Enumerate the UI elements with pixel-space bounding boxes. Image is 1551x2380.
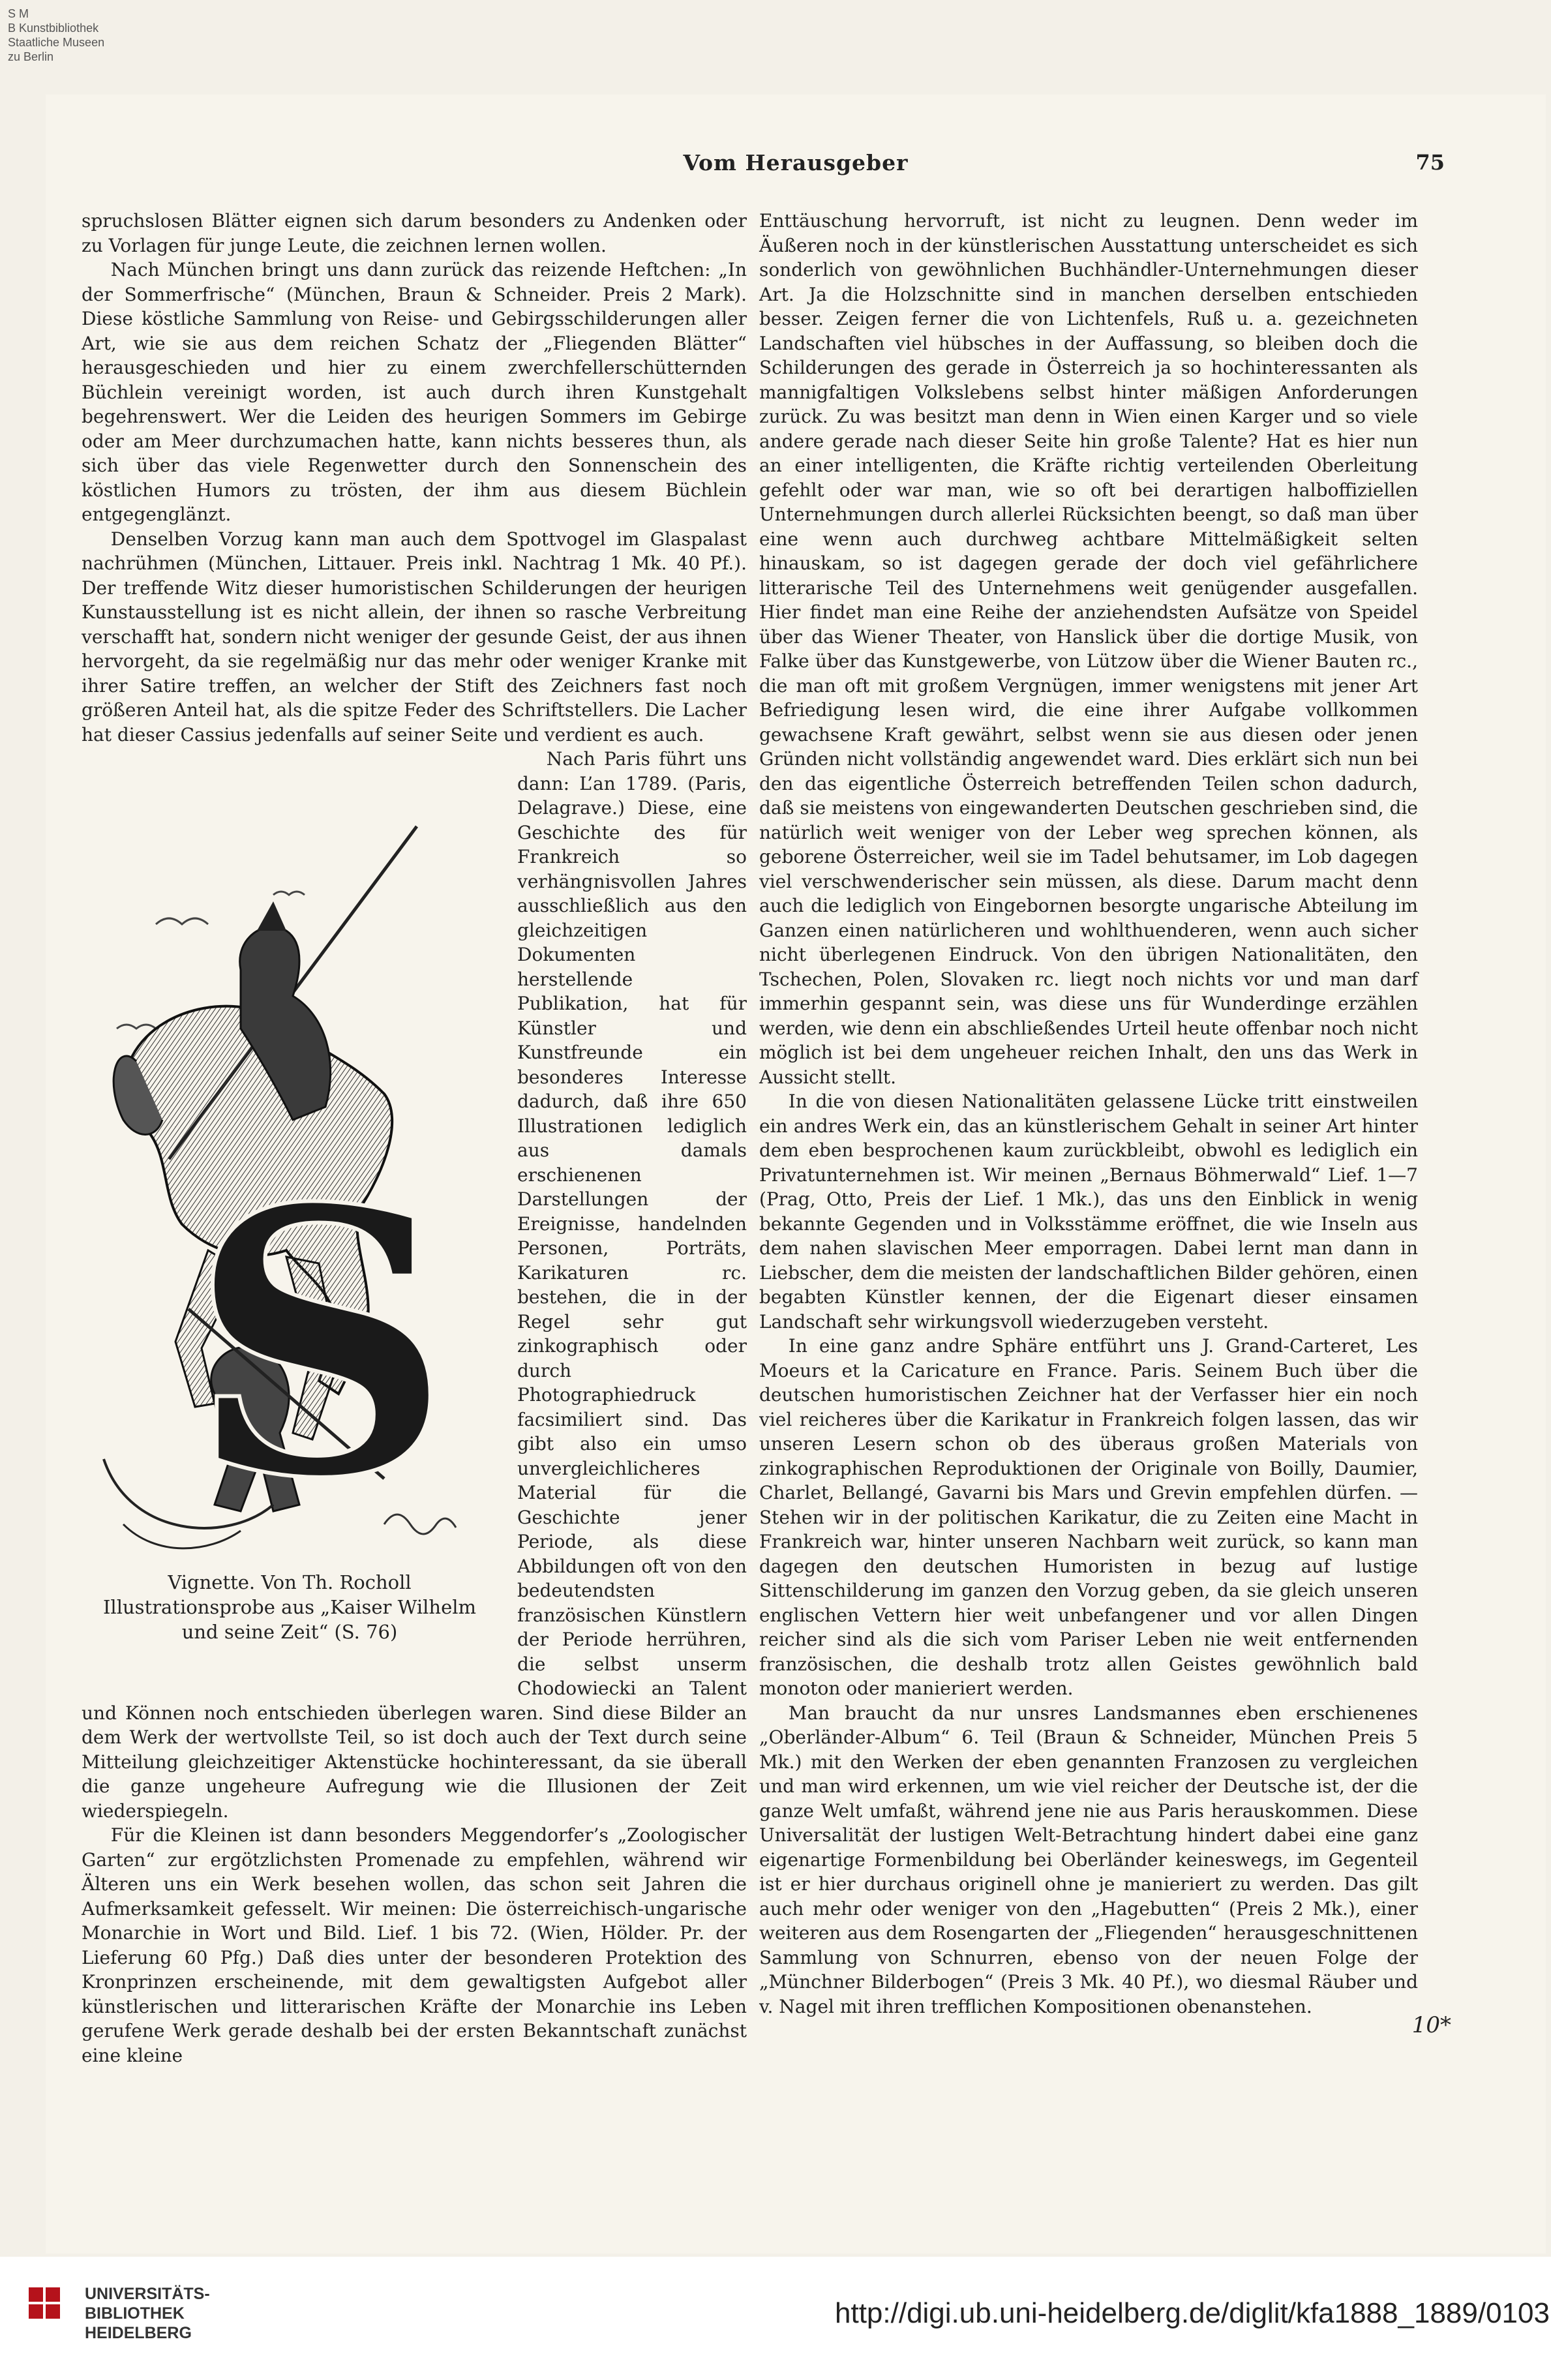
paragraph: Enttäuschung hervorruft, ist nicht zu leugnen. Denn weder im Äußeren noch in der künstlerischen Ausstattung unterscheidet es sich sonderlich von gewöhnlichen Buchhändler-Unternehmungen dieser Art. Ja die Holzschnitte sind in manchen derselben entschieden besser. Zeigen ferner die von Lichtenfels, Ruß u. a. gezeichneten Landschaften viel hübsches in der Auffassung, so bleiben doch die Schilderungen des gerade in Österreich ja so hochinteressanten als mannigfaltigen Volkslebens selbst hinter mäßigen Anforderungen zurück. Zu was besitzt man denn in Wien einen Karger und so viele andere gerade nach dieser Seite hin große Talente? Hat es hier nun an einer intelligenten, die Kräfte richtig verteilenden Oberleitung gefehlt oder war man, wie so oft bei derartigen halboffiziellen Unternehmungen durch allerlei Rücksichten beengt, so daß man über eine wenn auch durchweg achtbare Mittelmäßigkeit selten hinauskam, so ist dagegen gerade der doch viel gefährlichere litterarische Teil des Unternehmens weit genügender ausgefallen. Hier findet man eine Reihe der anziehendsten Aufsätze von Speidel über das Wiener Theater, von Hanslick über die dortige Musik, von Falke über das Kunstgewerbe, von Lützow über die Wiener Bauten rc., die man oft mit großem Vergnügen, immer wenigstens mit jener Art Befriedigung lesen wird, die eine ihrer Aufgabe vollkommen gewachsene Kraft gewährt, selbst wenn sie aus diesen oder jenen Gründen nicht vollständig angewendet ward. Dies erklärt sich nun bei den das eigentliche Österreich betreffenden Teilen schon dadurch, daß sie meistens von eingewanderten Deutschen geschrieben sind, die natürlich weit weniger von der Leber weg sprechen können, als geborene Österreicher, weil sie im Tadel behutsamer, im Lob dagegen viel verschwenderischer sein müssen, als diese. Darum macht denn auch die lediglich von Eingebornen besorgte ungarische Abteilung im Ganzen einen natürlicheren und wohlthuenderen, wenn auch sicher nicht überlegenen Eindruck. Von den übrigen Nationalitäten, den Tschechen, Polen, Slovaken rc. liegt noch nichts vor und man darf immerhin gespannt sein, was diese uns für Wunderdinge erzählen werden, wie denn ein abschließendes Urteil heute offenbar noch nicht möglich ist bei dem ungeheuer reichen Inhalt, den uns das Werk in Aussicht stellt. (759, 210, 1418, 1088)
library-name (85, 2284, 210, 2343)
library-name-line: HEIDELBERG (85, 2324, 192, 2342)
library-name-line: UNIVERSITÄTS- (85, 2285, 210, 2303)
permalink-url[interactable]: http://digi.ub.uni-heidelberg.de/diglit/kfa1888_1889/0103 (835, 2297, 1550, 2329)
library-stamp (8, 7, 104, 64)
stamp-line: zu Berlin (8, 50, 54, 63)
paragraph: Für die Kleinen ist dann besonders Meggendorfer’s „Zoologischer Garten“ zur ergötzlichsten Promenade zu empfehlen, während wir Älteren uns ein Werk besehen wollen, das schon seit Jahren die Aufmerksamkeit gefesselt. Wir meinen: Die österreichisch-ungarische Monarchie in Wort und Bild. Lief. 1 bis 72. (Wien, Hölder. Pr. der Lieferung 60 Pfg.) Daß dies unter der besonderen Protektion des Kronprinzen erscheinende, mit dem gewaltigsten Aufgebot aller künstlerischen und litterarischen Kräfte der Monarchie ins Leben gerufene Werk gerade deshalb bei der ersten Bekanntschaft zunächst eine kleine (82, 1824, 747, 2066)
signature-mark: 10* (1411, 2012, 1451, 2038)
initial-letter: S (188, 1130, 453, 1559)
library-name-line: BIBLIOTHEK (85, 2304, 185, 2323)
caption-line: und seine Zeit“ (S. 76) (181, 1621, 398, 1643)
vignette-illustration (78, 755, 502, 1687)
illustration-caption (78, 1570, 502, 1644)
paragraph: In die von diesen Nationalitäten gelassene Lücke tritt einstweilen ein andres Werk ein, das an künstlerischem Gehalt in seiner Art hinter dem eben besprochenen kaum zurückbleibt, obwohl es lediglich ein Privatunternehmen ist. Wir meinen „Bernaus Böhmerwald“ Lief. 1—7 (Prag, Otto, Preis der Lief. 1 Mk.), das uns den Einblick in wenig bekannte Gegenden und in Volksstämme eröffnet, die wie Inseln aus dem nahen slavischen Meer emporragen. Dabei lernt man dann in Liebscher, dem die meisten der landschaftlichen Bilder gehören, einen begabten Künstler kennen, der die Eigenart dieser einsamen Landschaft sehr wirkungsvoll wiederzugeben versteht. (759, 1091, 1418, 1333)
stamp-line: B Kunstbibliothek (8, 22, 99, 35)
paragraph: In eine ganz andre Sphäre entführt uns J. Grand-Carteret, Les Moeurs et la Caricature en France. Paris. Seinem Buch über die deutschen humoristischen Zeichner hat der Verfasser hier ein noch viel reicheres über die Karikatur in Frankreich folgen lassen, das wir unseren Lesern schon ob des überaus großen Materials von zinkographischen Reproduktionen der Originale von Boilly, Daumier, Charlet, Bellangé, Gavarni bis Mars und Grevin empfehlen dürfen. — Stehen wir in der politischen Karikatur, die zu Zeiten eine Macht in Frankreich war, hinter unseren Nachbarn weit zurück, so kann man dagegen den deutschen Humoristen in bezug auf lustige Sittenschilderung im ganzen den Vorzug geben, da sie gleich unseren englischen Vettern hier weit unbefangener und vor allen Dingen reicher sind als die sich vom Pariser Leben nie weit entfernenden französischen, die deshalb trotz allen Geistes gewöhnlich bald monoton oder manieriert werden. (759, 1335, 1418, 1699)
paragraph: Nach Paris führt uns dann: L’an 1789. (Paris, Delagrave.) Diese, eine Geschichte des für Frankreich so verhängnisvollen Jahres ausschließlich aus den gleichzeitigen Dokumenten herstellende Publikation, hat für Künstler und Kunstfreunde ein besonderes Interesse dadurch, daß ihre 650 Illustrationen lediglich aus damals erschienenen Darstellungen der Ereignisse, handelnden Personen, Porträts, Karikaturen rc. bestehen, die in der Regel sehr gut zinkographisch oder durch Photographiedruck facsimiliert sind. Das gibt also ein umso unvergleichlicheres Material für die Geschichte jener Periode, als diese Abbildungen oft von den bedeutendsten französischen Künstlern der Periode herrühren, die selbst unserm Chodowiecki an Talent und Können noch entschieden überlegen waren. Sind diese Bilder an dem Werk der wertvollste Teil, so ist doch auch der Text durch seine Mitteilung gleichzeitiger Aktenstücke hochinteressant, da sie überall die ganze ungeheure Aufregung wie die Illusionen der Zeit wiederspiegeln. (82, 748, 747, 1822)
book-page (46, 95, 1546, 2253)
paragraph: Nach München bringt uns dann zurück das reizende Heftchen: „In der Sommerfrische“ (München, Braun & Schneider. Preis 2 Mark). Diese köstliche Sammlung von Reise- und Gebirgsschilderungen aller Art, wie sie aus dem reichen Schatz der „Fliegenden Blätter“ herausgeschieden und hier zu einem zwerchfellerschütternden Büchlein vereinigt worden, ist auch durch ihren Kunstgehalt begehrenswert. Wer die Leiden des heurigen Sommers im Gebirge oder am Meer durchzumachen hatte, kann nichts besseres thun, als sich über das viele Regenwetter durch den Sonnenschein des köstlichen Humors zu trösten, der ihm aus diesem Büchlein entgegenglänzt. (82, 259, 747, 525)
paragraph: spruchslosen Blätter eignen sich darum besonders zu Andenken oder zu Vorlagen für junge Leute, die zeichnen lernen wollen. (82, 210, 747, 256)
rider-vignette-drawing (78, 755, 502, 1563)
stamp-line: Staatliche Museen (8, 36, 105, 49)
page-title: Vom Herausgeber (683, 150, 909, 175)
running-head (46, 150, 1546, 176)
paragraph: Denselben Vorzug kann man auch dem Spottvogel im Glaspalast nachrühmen (München, Littauer. Preis inkl. Nachtrag 1 Mk. 40 Pf.). Der treffende Witz dieser humoristischen Schilderungen der heurigen Kunstausstellung ist es nicht allein, der ihnen so rasche Verbreitung verschafft hat, sondern nicht weniger der gesunde Geist, der aus ihnen hervorgeht, da sie regelmäßig nur das mehr oder weniger Kranke mit ihrer Satire treffen, an welcher der Stift des Zeichners fast noch größeren Anteil hat, als die spitze Feder des Schriftstellers. Die Lacher hat dieser Cassius jedenfalls auf seiner Seite und verdient es auch. (82, 528, 747, 746)
caption-line: Illustrationsprobe aus „Kaiser Wilhelm (102, 1596, 477, 1618)
stamp-line: S M (8, 7, 29, 20)
left-column (82, 209, 747, 2068)
page-number: 75 (1415, 150, 1445, 175)
caption-line: Vignette. Von Th. Rocholl (168, 1571, 412, 1593)
library-logo-icon (26, 2285, 63, 2321)
library-footer (0, 2257, 1551, 2380)
paragraph: Man braucht da nur unsres Landsmannes eben erschienenes „Oberländer-Album“ 6. Teil (Braun & Schneider, München Preis 5 Mk.) mit den Werken der eben genannten Franzosen zu vergleichen und man wird erkennen, um wie viel reicher der Deutsche ist, der die ganze Welt umfaßt, während jene nie aus Paris herauskommen. Diese Universalität der lustigen Welt-Betrachtung hindert dabei eine ganz eigenartige Formenbildung bei Oberländer keineswegs, im Gegenteil ist er hier durchaus originell ohne je manieriert zu werden. Das gilt auch mehr oder weniger von den „Hagebutten“ (Preis 2 Mk.), einer weiteren aus dem Rosengarten der „Fliegenden“ herausgeschnittenen Sammlung von Schnurren, ebenso von der neuen Folge der „Münchner Bilderbogen“ (Preis 3 Mk. 40 Pf.), wo diesmal Räuber und v. Nagel mit ihren trefflichen Kompositionen obenanstehen. (759, 1702, 1418, 2017)
right-column (759, 209, 1418, 2019)
